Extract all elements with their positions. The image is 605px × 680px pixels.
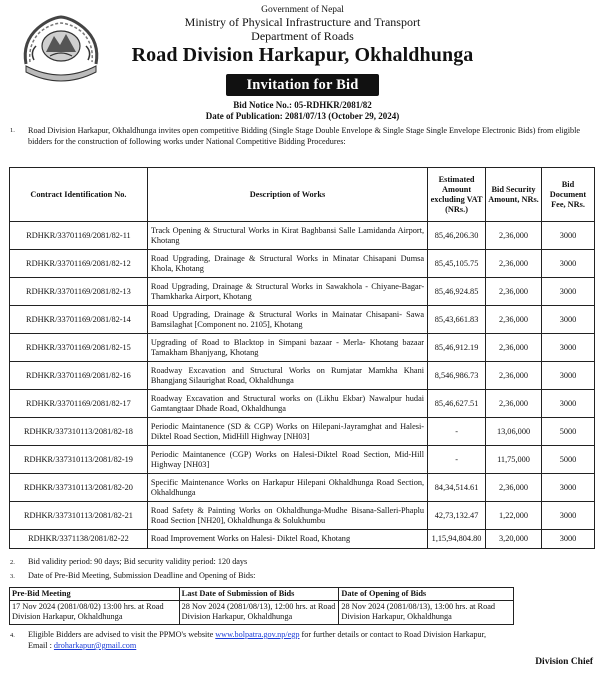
bid-security: 11,75,000 <box>486 446 542 474</box>
dates-table-row <box>10 601 514 625</box>
contract-id: RDHKR/3371138/2081/82-22 <box>10 530 148 549</box>
contract-id: RDHKR/337310113/2081/82-20 <box>10 474 148 502</box>
work-description: Track Opening & Structural Works in Kirat Baghbansi Salle Lamidanda Airport, Khotang <box>147 222 427 250</box>
works-table-header <box>10 168 595 222</box>
table-row <box>10 250 595 278</box>
estimated-amount: 8,546,986.73 <box>428 362 486 390</box>
bid-security: 2,36,000 <box>486 362 542 390</box>
dates-table <box>9 587 514 625</box>
work-description: Roadway Excavation and Structural works on (Likhu Ekbar) Nawalpur hudai Gamtangtaar Dhade Road, Okhaldhunga <box>147 390 427 418</box>
contact-email-link[interactable]: droharkapur@gmail.com <box>53 641 137 650</box>
estimated-amount: 84,34,514.61 <box>428 474 486 502</box>
contract-id: RDHKR/33701169/2081/82-12 <box>10 250 148 278</box>
document-fee: 3000 <box>542 362 595 390</box>
document-fee: 5000 <box>542 446 595 474</box>
document-fee: 3000 <box>542 390 595 418</box>
contract-id: RDHKR/33701169/2081/82-13 <box>10 278 148 306</box>
table-row <box>10 502 595 530</box>
prebid-meeting-date: 17 Nov 2024 (2081/08/02) 13:00 hrs. at Road Division Harkapur, Okhaldhunga <box>10 601 180 625</box>
works-table <box>9 167 595 549</box>
note-bid-validity <box>10 557 247 568</box>
table-row <box>10 334 595 362</box>
email-label: Email : <box>28 641 52 650</box>
estimated-amount: 1,15,94,804.80 <box>428 530 486 549</box>
note-contact <box>10 630 594 651</box>
ministry-line: Ministry of Physical Infrastructure and Transport <box>184 15 421 29</box>
department-line: Department of Roads <box>251 29 354 43</box>
bid-security: 2,36,000 <box>486 222 542 250</box>
estimated-amount: 85,43,661.83 <box>428 306 486 334</box>
work-description: Road Safety & Painting Works on Okhaldhunga-Mudhe Bisana-Salleri-Phaplu Road Section [NH20], Okhaldhunga & Solukhumbu <box>147 502 427 530</box>
header-description: Description of Works <box>147 168 427 222</box>
estimated-amount: 85,46,912.19 <box>428 334 486 362</box>
table-row <box>10 362 595 390</box>
note-2-number: 2. <box>10 559 15 566</box>
bid-security: 2,36,000 <box>486 278 542 306</box>
government-line: Government of Nepal <box>261 5 344 15</box>
note-3-number: 3. <box>10 573 15 580</box>
header-contract-id: Contract Identification No. <box>10 168 148 222</box>
document-fee: 3000 <box>542 502 595 530</box>
bid-notice-number: Bid Notice No.: 05-RDHKR/2081/82 <box>233 100 372 110</box>
table-row <box>10 530 595 549</box>
signatory-title: Division Chief <box>535 657 593 667</box>
table-row <box>10 222 595 250</box>
work-description: Road Improvement Works on Halesi- Diktel Road, Khotang <box>147 530 427 549</box>
invitation-banner <box>0 74 605 96</box>
work-description: Road Upgrading, Drainage & Structural Works in Sawakhola - Chiyane-Bagar- Thamkharka Airport, Khotang <box>147 278 427 306</box>
estimated-amount: 42,73,132.47 <box>428 502 486 530</box>
contract-id: RDHKR/337310113/2081/82-19 <box>10 446 148 474</box>
contract-id: RDHKR/33701169/2081/82-14 <box>10 306 148 334</box>
header-prebid-meeting: Pre-Bid Meeting <box>10 588 180 601</box>
intro-paragraph <box>10 126 594 147</box>
document-fee: 3000 <box>542 278 595 306</box>
work-description: Periodic Maintanence (CGP) Works on Halesi-Diktel Road Section, Mid-Hill Highway [NH03] <box>147 446 427 474</box>
work-description: Specific Maintenance Works on Harkapur Hilepani Okhaldhunga Road Section, Okhaldhunga <box>147 474 427 502</box>
division-title: Road Division Harkapur, Okhaldhunga <box>131 44 474 66</box>
estimated-amount: 85,45,105.75 <box>428 250 486 278</box>
contract-id: RDHKR/337310113/2081/82-18 <box>10 418 148 446</box>
document-fee: 3000 <box>542 334 595 362</box>
contract-id: RDHKR/33701169/2081/82-11 <box>10 222 148 250</box>
document-fee: 3000 <box>542 222 595 250</box>
bid-security: 1,22,000 <box>486 502 542 530</box>
bid-security: 2,36,000 <box>486 474 542 502</box>
document-fee: 3000 <box>542 474 595 502</box>
header-estimated-amount: Estimated Amount excluding VAT (NRs.) <box>428 168 486 222</box>
work-description: Upgrading of Road to Blacktop in Simpani bazaar - Merla- Khotang bazaar Tamakham Bhanjyang, Khotang <box>147 334 427 362</box>
work-description: Roadway Excavation and Structural Works on Rumjatar Mamkha Khani Bhangjang Silaurighat Road, Okhaldhunga <box>147 362 427 390</box>
estimated-amount: 85,46,627.51 <box>428 390 486 418</box>
ppmo-website-link[interactable]: www.bolpatra.gov.np/egp <box>215 630 300 639</box>
note-dates-heading <box>10 571 255 582</box>
estimated-amount: - <box>428 446 486 474</box>
estimated-amount: 85,46,206.30 <box>428 222 486 250</box>
document-fee: 3000 <box>542 530 595 549</box>
work-description: Road Upgrading, Drainage & Structural Works in Mainatar Chisapani- Sawa Bamsilaghat [Component no. 2105], Khotang <box>147 306 427 334</box>
contract-id: RDHKR/33701169/2081/82-15 <box>10 334 148 362</box>
note-4-text-pre: Eligible Bidders are advised to visit the PPMO's website <box>28 630 214 639</box>
document-fee: 3000 <box>542 306 595 334</box>
header-bid-security: Bid Security Amount, NRs. <box>486 168 542 222</box>
header-bid-opening: Date of Opening of Bids <box>339 588 514 601</box>
table-row <box>10 278 595 306</box>
bid-security: 3,20,000 <box>486 530 542 549</box>
document-fee: 5000 <box>542 418 595 446</box>
intro-text: Road Division Harkapur, Okhaldhunga invites open competitive Bidding (Single Stage Double Envelope & Single Stage Single Envelope Electronic Bids) from eligible bidders for the construction of following works under National Competitive Bidding Procedures: <box>28 126 580 146</box>
table-row <box>10 418 595 446</box>
work-description: Road Upgrading, Drainage & Structural Works in Minatar Chisapani Dumsa Khola, Khotang <box>147 250 427 278</box>
bid-security: 2,36,000 <box>486 306 542 334</box>
bid-security: 2,36,000 <box>486 334 542 362</box>
bid-opening-date: 28 Nov 2024 (2081/08/13), 13:00 hrs. at Road Division Harkapur, Okhaldhunga <box>339 601 514 625</box>
invitation-title: Invitation for Bid <box>226 74 378 96</box>
bid-security: 2,36,000 <box>486 390 542 418</box>
header-submission-deadline: Last Date of Submission of Bids <box>179 588 339 601</box>
contract-id: RDHKR/33701169/2081/82-17 <box>10 390 148 418</box>
intro-number: 1. <box>10 127 15 134</box>
work-description: Periodic Maintanence (SD & CGP) Works on Hilepani-Jayramghat and Halesi-Diktel Road Section, MidHill Highway [NH03] <box>147 418 427 446</box>
note-3-text: Date of Pre-Bid Meeting, Submission Deadline and Opening of Bids: <box>28 571 256 580</box>
contract-id: RDHKR/337310113/2081/82-21 <box>10 502 148 530</box>
note-2-text: Bid validity period: 90 days; Bid security validity period: 120 days <box>28 557 248 566</box>
header-document-fee: Bid Document Fee, NRs. <box>542 168 595 222</box>
estimated-amount: - <box>428 418 486 446</box>
document-fee: 3000 <box>542 250 595 278</box>
table-row <box>10 474 595 502</box>
table-row <box>10 306 595 334</box>
publication-date: Date of Publication: 2081/07/13 (October 29, 2024) <box>205 111 400 121</box>
bid-security: 13,06,000 <box>486 418 542 446</box>
contract-id: RDHKR/33701169/2081/82-16 <box>10 362 148 390</box>
submission-deadline-date: 28 Nov 2024 (2081/08/13), 12:00 hrs. at Road Division Harkapur, Okhaldhunga <box>179 601 339 625</box>
dates-table-header <box>10 588 514 601</box>
table-row <box>10 446 595 474</box>
table-row <box>10 390 595 418</box>
note-4-text-post: for further details or contact to Road Division Harkapur, <box>301 630 487 639</box>
estimated-amount: 85,46,924.85 <box>428 278 486 306</box>
bid-security: 2,36,000 <box>486 250 542 278</box>
note-4-number: 4. <box>10 632 15 639</box>
